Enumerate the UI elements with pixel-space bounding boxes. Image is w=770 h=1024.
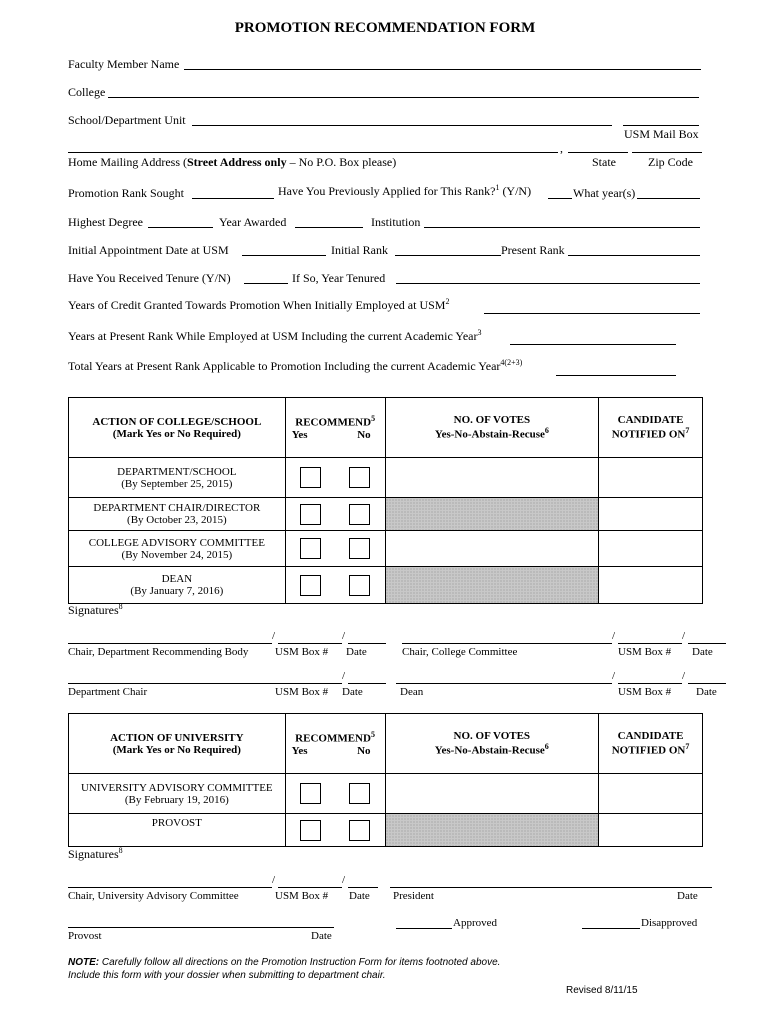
date-label: Date bbox=[696, 686, 717, 698]
table-row: DEAN (By January 7, 2016) bbox=[69, 567, 703, 604]
no-checkbox[interactable] bbox=[349, 538, 370, 559]
what-years-field[interactable] bbox=[637, 198, 700, 199]
date-label: Date bbox=[311, 930, 332, 942]
chair-college-label: Chair, College Committee bbox=[402, 646, 518, 658]
date-field[interactable] bbox=[348, 643, 386, 644]
year-tenured-label: If So, Year Tenured bbox=[292, 271, 386, 285]
present-rank-field[interactable] bbox=[568, 255, 700, 256]
notified-field[interactable] bbox=[599, 458, 703, 498]
usm-mail-box-label: USM Mail Box bbox=[624, 127, 699, 141]
years-present-label: Years at Present Rank While Employed at USM Including the current Academic Year$^3$ bbox=[68, 328, 482, 343]
note-line-1: NOTE: Carefully follow all directions on the Promotion Instruction Form for items footnoted above. bbox=[68, 957, 501, 968]
initial-rank-field[interactable] bbox=[395, 255, 501, 256]
usm-mail-box-field[interactable] bbox=[623, 125, 699, 126]
date-label: Date bbox=[677, 890, 698, 902]
notified-field[interactable] bbox=[599, 498, 703, 531]
tenure-label: Have You Received Tenure (Y/N) bbox=[68, 271, 231, 285]
slash: / bbox=[342, 874, 346, 886]
president-signature[interactable] bbox=[390, 887, 712, 888]
yes-checkbox[interactable] bbox=[300, 504, 321, 525]
state-label: State bbox=[592, 155, 616, 169]
no-checkbox[interactable] bbox=[349, 783, 370, 804]
date-field[interactable] bbox=[348, 887, 378, 888]
col-candidate: CANDIDATE NOTIFIED $ON^7$ bbox=[599, 398, 703, 458]
zip-field[interactable] bbox=[632, 152, 702, 153]
faculty-name-field[interactable] bbox=[184, 69, 701, 70]
yes-checkbox[interactable] bbox=[300, 538, 321, 559]
highest-degree-field[interactable] bbox=[148, 227, 213, 228]
usm-box-label: USM Box # bbox=[618, 686, 672, 698]
date-label: Date bbox=[346, 646, 367, 658]
usm-box-field[interactable] bbox=[278, 887, 342, 888]
college-label: College bbox=[68, 85, 106, 99]
highest-degree-label: Highest Degree bbox=[68, 215, 143, 229]
applied-before-label: Have You Previously Applied for This Rank?$^1$ (Y/N) bbox=[278, 183, 532, 198]
col-votes: NO. OF VOTES Yes-No-Abstain-Recuse$^6$ bbox=[385, 398, 598, 458]
notified-field[interactable] bbox=[599, 531, 703, 567]
slash: / bbox=[682, 630, 686, 642]
date-label: Date bbox=[349, 890, 370, 902]
dept-chair-signature[interactable] bbox=[68, 683, 342, 684]
disapproved-label: Disapproved bbox=[641, 917, 698, 929]
usm-box-label: USM Box # bbox=[275, 686, 329, 698]
slash: / bbox=[612, 630, 616, 642]
table-row: DEPARTMENT CHAIR/DIRECTOR (By October 23, 2015) bbox=[69, 498, 703, 531]
col-recommend: RECOMMEND$^5$ Yes No bbox=[285, 714, 385, 774]
usm-box-field[interactable] bbox=[618, 683, 682, 684]
votes-field[interactable] bbox=[385, 531, 598, 567]
total-years-label: Total Years at Present Rank Applicable to Promotion Including the current Academic Year$^{4(2+3)}$ bbox=[68, 358, 523, 373]
table-row: UNIVERSITY ADVISORY COMMITTEE (By February 19, 2016) bbox=[69, 774, 703, 814]
date-field[interactable] bbox=[688, 643, 726, 644]
votes-field[interactable] bbox=[385, 458, 598, 498]
table-row: DEPARTMENT/SCHOOL (By September 25, 2015) bbox=[69, 458, 703, 498]
college-field[interactable] bbox=[108, 97, 699, 98]
state-field[interactable] bbox=[568, 152, 628, 153]
table-row: PROVOST bbox=[69, 814, 703, 847]
yes-checkbox[interactable] bbox=[300, 783, 321, 804]
what-years-label: What year(s) bbox=[573, 186, 636, 200]
chair-univ-label: Chair, University Advisory Committee bbox=[68, 890, 239, 902]
signatures-label: Signatures$^8$ bbox=[68, 846, 123, 861]
address-comma: , bbox=[560, 141, 563, 155]
votes-shaded bbox=[385, 498, 598, 531]
date-label: Date bbox=[342, 686, 363, 698]
usm-box-label: USM Box # bbox=[275, 890, 329, 902]
notified-field[interactable] bbox=[599, 567, 703, 604]
institution-label: Institution bbox=[371, 215, 421, 229]
provost-label: Provost bbox=[68, 930, 102, 942]
faculty-name-label: Faculty Member Name bbox=[68, 57, 180, 71]
col-votes: NO. OF VOTES Yes-No-Abstain-Recuse$^6$ bbox=[385, 714, 599, 774]
date-field[interactable] bbox=[688, 683, 726, 684]
col-recommend: RECOMMEND$^5$ Yes No bbox=[285, 398, 385, 458]
institution-field[interactable] bbox=[424, 227, 700, 228]
votes-field[interactable] bbox=[385, 774, 599, 814]
approved-label: Approved bbox=[453, 917, 497, 929]
provost-signature[interactable] bbox=[68, 927, 334, 928]
initial-appt-field[interactable] bbox=[242, 255, 326, 256]
year-awarded-field[interactable] bbox=[295, 227, 363, 228]
school-dept-label: School/Department Unit bbox=[68, 113, 186, 127]
rank-sought-label: Promotion Rank Sought bbox=[68, 186, 185, 200]
no-checkbox[interactable] bbox=[349, 575, 370, 596]
usm-box-label: USM Box # bbox=[618, 646, 672, 658]
slash: / bbox=[612, 670, 616, 682]
home-address-label: Home Mailing Address (Street Address only – No P.O. Box please) bbox=[68, 155, 397, 169]
no-checkbox[interactable] bbox=[349, 467, 370, 488]
col-candidate: CANDIDATE NOTIFIED $ON^7$ bbox=[599, 714, 703, 774]
school-dept-field[interactable] bbox=[192, 125, 612, 126]
chair-dept-signature[interactable] bbox=[68, 643, 272, 644]
dean-signature[interactable] bbox=[396, 683, 612, 684]
yes-checkbox[interactable] bbox=[300, 575, 321, 596]
slash: / bbox=[342, 670, 346, 682]
chair-dept-label: Chair, Department Recommending Body bbox=[68, 646, 249, 658]
tenure-field[interactable] bbox=[244, 283, 288, 284]
rank-sought-field[interactable] bbox=[192, 198, 274, 199]
usm-box-field[interactable] bbox=[618, 643, 682, 644]
university-action-table bbox=[68, 713, 703, 847]
usm-box-label: USM Box # bbox=[275, 646, 329, 658]
chair-college-signature[interactable] bbox=[402, 643, 612, 644]
slash: / bbox=[682, 670, 686, 682]
initial-rank-label: Initial Rank bbox=[331, 243, 388, 257]
notified-field[interactable] bbox=[599, 814, 703, 847]
dean-label: Dean bbox=[400, 686, 424, 698]
table-row: COLLEGE ADVISORY COMMITTEE (By November 24, 2015) bbox=[69, 531, 703, 567]
revised-date: Revised 8/11/15 bbox=[566, 985, 638, 996]
college-action-table bbox=[68, 397, 703, 604]
usm-box-field[interactable] bbox=[278, 643, 342, 644]
date-label: Date bbox=[692, 646, 713, 658]
slash: / bbox=[342, 630, 346, 642]
votes-shaded bbox=[385, 814, 599, 847]
slash: / bbox=[272, 630, 276, 642]
yes-checkbox[interactable] bbox=[300, 820, 321, 841]
page-title: PROMOTION RECOMMENDATION FORM bbox=[234, 20, 536, 36]
date-field[interactable] bbox=[348, 683, 386, 684]
notified-field[interactable] bbox=[599, 774, 703, 814]
slash: / bbox=[272, 874, 276, 886]
yes-checkbox[interactable] bbox=[300, 467, 321, 488]
dept-chair-label: Department Chair bbox=[68, 686, 148, 698]
total-years-field[interactable] bbox=[556, 375, 676, 376]
year-tenured-field[interactable] bbox=[396, 283, 700, 284]
years-credit-label: Years of Credit Granted Towards Promotion When Initially Employed at USM$^2$ bbox=[68, 297, 450, 312]
signatures-label: Signatures$^8$ bbox=[68, 602, 123, 617]
home-address-field[interactable] bbox=[68, 152, 558, 153]
col-action: ACTION OF UNIVERSITY (Mark Yes or No Required) bbox=[69, 714, 286, 774]
initial-appt-label: Initial Appointment Date at USM bbox=[68, 243, 229, 257]
year-awarded-label: Year Awarded bbox=[219, 215, 287, 229]
chair-univ-signature[interactable] bbox=[68, 887, 272, 888]
applied-yn-field[interactable] bbox=[548, 198, 572, 199]
president-label: President bbox=[393, 890, 434, 902]
no-checkbox[interactable] bbox=[349, 504, 370, 525]
approved-field[interactable] bbox=[396, 928, 452, 929]
years-credit-field[interactable] bbox=[484, 313, 700, 314]
note-line-2: Include this form with your dossier when submitting to department chair. bbox=[68, 970, 386, 981]
years-present-field[interactable] bbox=[510, 344, 676, 345]
disapproved-field[interactable] bbox=[582, 928, 640, 929]
present-rank-label: Present Rank bbox=[501, 243, 565, 257]
zip-label: Zip Code bbox=[648, 155, 693, 169]
no-checkbox[interactable] bbox=[349, 820, 370, 841]
col-action: ACTION OF COLLEGE/SCHOOL (Mark Yes or No Required) bbox=[69, 398, 286, 458]
votes-shaded bbox=[385, 567, 598, 604]
